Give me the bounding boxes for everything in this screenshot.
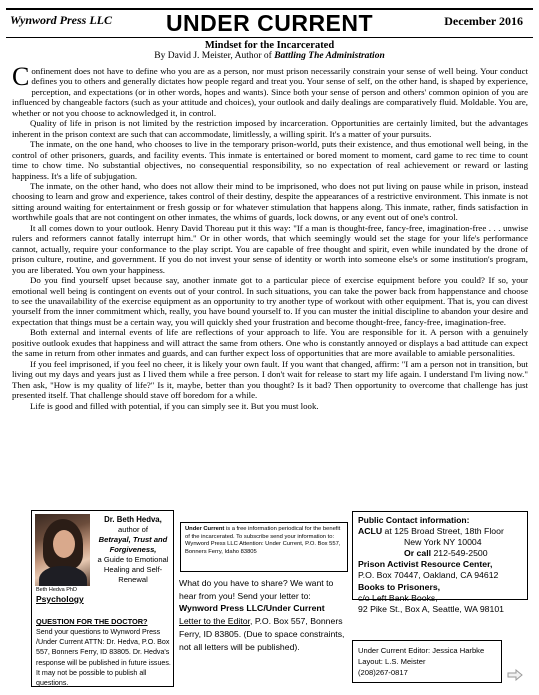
- article-paragraph: The inmate, on the other hand, who does not allow their mind to be imprisoned, who does not put living on pause while in prison, instead choosing to learn and grow and experience, takes control of their destiny, despite the appearances of a restrictive environment. This inmate is not sitting around waiting for entertainment or fresh gossip or for whatever stimulation that happens along. This inmate, rather, finds satisfaction in worthwhile goals that are not contingent on other inmates, the whims of guards, lock downs, or any event out of one's control.: [12, 180, 528, 223]
- article-byline: [0, 51, 539, 61]
- drop-cap: C: [12, 62, 30, 91]
- editor-credits-box: [352, 640, 502, 683]
- book-author: Dr. Beth Hedva,: [104, 515, 162, 524]
- article-body: [12, 62, 528, 411]
- books-address-2: 92 Pike St., Box A, Seattle, WA 98101: [358, 603, 505, 614]
- books-address-1: c/o Left Bank Books,: [358, 592, 438, 603]
- periodical-name: Under Current: [185, 526, 225, 532]
- aclu-line: ACLU at 125 Broad Street, 18th Floor: [358, 526, 504, 537]
- article-paragraph: Both external and internal events of life are reflections of your approach to life. You are responsible for it. A person with a genuinely positive outlook exudes that happiness and will attract the same from others. One who is constantly annoyed or displays a bad attitude can expect the same in return from other inmates and guards, and can further expect loss of opportunities that are more available to amiable personalities.: [12, 327, 528, 359]
- article-headline: Mindset for the Incarcerated: [204, 40, 335, 51]
- aclu-phone: 212-549-2500: [431, 548, 488, 559]
- book-author-note: author of: [118, 525, 148, 534]
- aclu-or-call: Or call: [404, 548, 432, 559]
- editor-line: Under Current Editor: Jessica Harbke: [358, 646, 485, 655]
- book-subtitle: a Guide to Emotional Healing and Self-Renewal: [97, 555, 169, 584]
- article-paragraph: If you feel imprisoned, if you feel no cheer, it is likely your own fault. If you want that changed, affirm: "I am a person not in transition, but living out my days and years just as I lived them while a free person. I don't wait for release to start my life again. I understand I'm living now." Then ask, "How is my quality of life?" Is it, maybe, better than you thought? Is it bad? Then opportunity to overcome that challenge has just presented itself. That challenge should stave off boredom for a while.: [12, 358, 528, 401]
- doctor-question-box: [31, 510, 174, 687]
- aclu-name: ACLU: [358, 526, 383, 537]
- photo-label: Psychology: [36, 594, 84, 604]
- article-paragraph: Life is good and filled with potential, if you can simply see it. But you must look.: [30, 400, 319, 411]
- question-heading: QUESTION FOR THE DOCTOR?: [36, 617, 148, 626]
- masthead-rule: [6, 37, 533, 38]
- share-intro: What do you have to share? We want to hear from you! Send your letter to:: [179, 578, 334, 601]
- photo-caption: Beth Hedva PhD: [36, 587, 77, 593]
- books-name: Books to Prisoners,: [358, 581, 441, 592]
- article-paragraph: Do you find yourself upset because say, another inmate got to a particular piece of exercise equipment before you could? If so, your emotional well being is contingent on events out of your control. In such situations, you can take the power back from happenstance and choose to see the unavailability of the exercise equipment as an opportunity to try another type of workout with other equipment. That is, you can divest yourself from the inner commitment which, really, you have bound yourself to. If you can muster the initial discipline to abandon your desire and expectation that things must be a certain way, you will quickly shed your frustration and become thought-free, fancy-free, imagination-free.: [12, 275, 528, 327]
- article-paragraph: It all comes down to your outlook. Henry David Thoreau put it this way: "If a man is thought-free, fancy-free, imagination-free . . . unwise rulers and reformers cannot fatally interrupt him." Or in other words, that which seemingly would set the stage for your life's performance cannot, actually, require your conformance to the play script. You are capable of free thought and spirit, even while inundated by the drone of prison culture, routine, and government. If you do not invest your sense of identity or worth into someone else's or some institution's program, you are liberated. You own your happiness.: [12, 222, 528, 275]
- editor-phone: (208)267-0817: [358, 668, 408, 677]
- public-contact-box: [352, 511, 528, 614]
- issue-date: December 2016: [444, 14, 523, 28]
- subscription-text: is a free information periodical for the benefit of the incarcerated. To subscribe send your information to: Wynword Press LLC Attention: Under Current, P.O. Box 557, Bonners Ferry, Idaho 83805: [185, 526, 341, 555]
- share-recipient: Wynword Press LLC/Under Current: [179, 603, 325, 614]
- book-info: [94, 515, 172, 585]
- letter-to-editor-link[interactable]: Letter to the Editor: [179, 616, 250, 627]
- parc-name: Prison Activist Resource Center,: [358, 559, 493, 570]
- aclu-phone-line: [358, 548, 522, 559]
- question-instructions: Send your questions to Wynword Press /Under Current ATTN: Dr. Hedva, P.O. Box 557, Bonners Ferry, ID 83805. Dr. Hedva's response will be published in future issues. It may not be possible to publish all questions.: [36, 628, 171, 688]
- share-address: , P.O. Box 557, Bonners Ferry, ID 83805. (Due to space constraints, not all letters will be published).: [179, 616, 345, 652]
- byline-prefix: By David J. Meister, Author of: [154, 51, 275, 61]
- newsletter-title: UNDER CURRENT: [165, 10, 374, 36]
- subscription-info-box: [180, 522, 348, 572]
- next-page-arrow-icon[interactable]: [507, 669, 523, 681]
- article-paragraph: The inmate, on the one hand, who chooses to live in the temporary prison-world, puts their existence, and thus emotional well being, in the control of other prisoners, guards, and facility events. This inmate is entertained or bored moment to moment, card game to rec time to count time to chow time. No substantial objectives, no consequential responsibility, so no expectation of real achievement or reward or lasting happiness. It's a life of subjugation.: [12, 139, 528, 181]
- contact-heading: Public Contact information:: [358, 515, 470, 525]
- article-paragraph: Quality of life in prison is not limited by the restriction imposed by incarceration. Opportunities are certainly limited, but the advantages inherent in the prison context are such that can accommodate, limitlessly, a willing spirit. It's a matter of your pursuits.: [12, 118, 528, 139]
- byline-book-title: Battling The Administration: [274, 51, 385, 61]
- article-paragraph: Confinement does not have to define who you are as a person, nor must prison necessarily constrain your sense of well being. Your conduct defines you to others and generally dictates how people regard and treat you. Your sense of self, on the other hand, is shaped by experience, perception, and expectations (or in other words, hopes and wants). Since both your sense of person and others' common opinion of you are influenced by changeable factors (such as your attitude and choices), your outlook and daily dealings are comparatively fluid. Moldable. You are, whether or not you choose to acknowledged it, in control.: [12, 62, 528, 118]
- publisher-name: Wynword Press LLC: [10, 13, 113, 27]
- aclu-city: New York NY 10004: [404, 537, 482, 548]
- letters-invitation: [179, 577, 349, 653]
- book-title: Betrayal, Trust and Forgiveness,: [98, 535, 168, 554]
- doctor-photo: [35, 514, 90, 586]
- parc-address: P.O. Box 70447, Oakland, CA 94612: [358, 570, 499, 581]
- layout-line: Layout: L.S. Meister: [358, 657, 426, 666]
